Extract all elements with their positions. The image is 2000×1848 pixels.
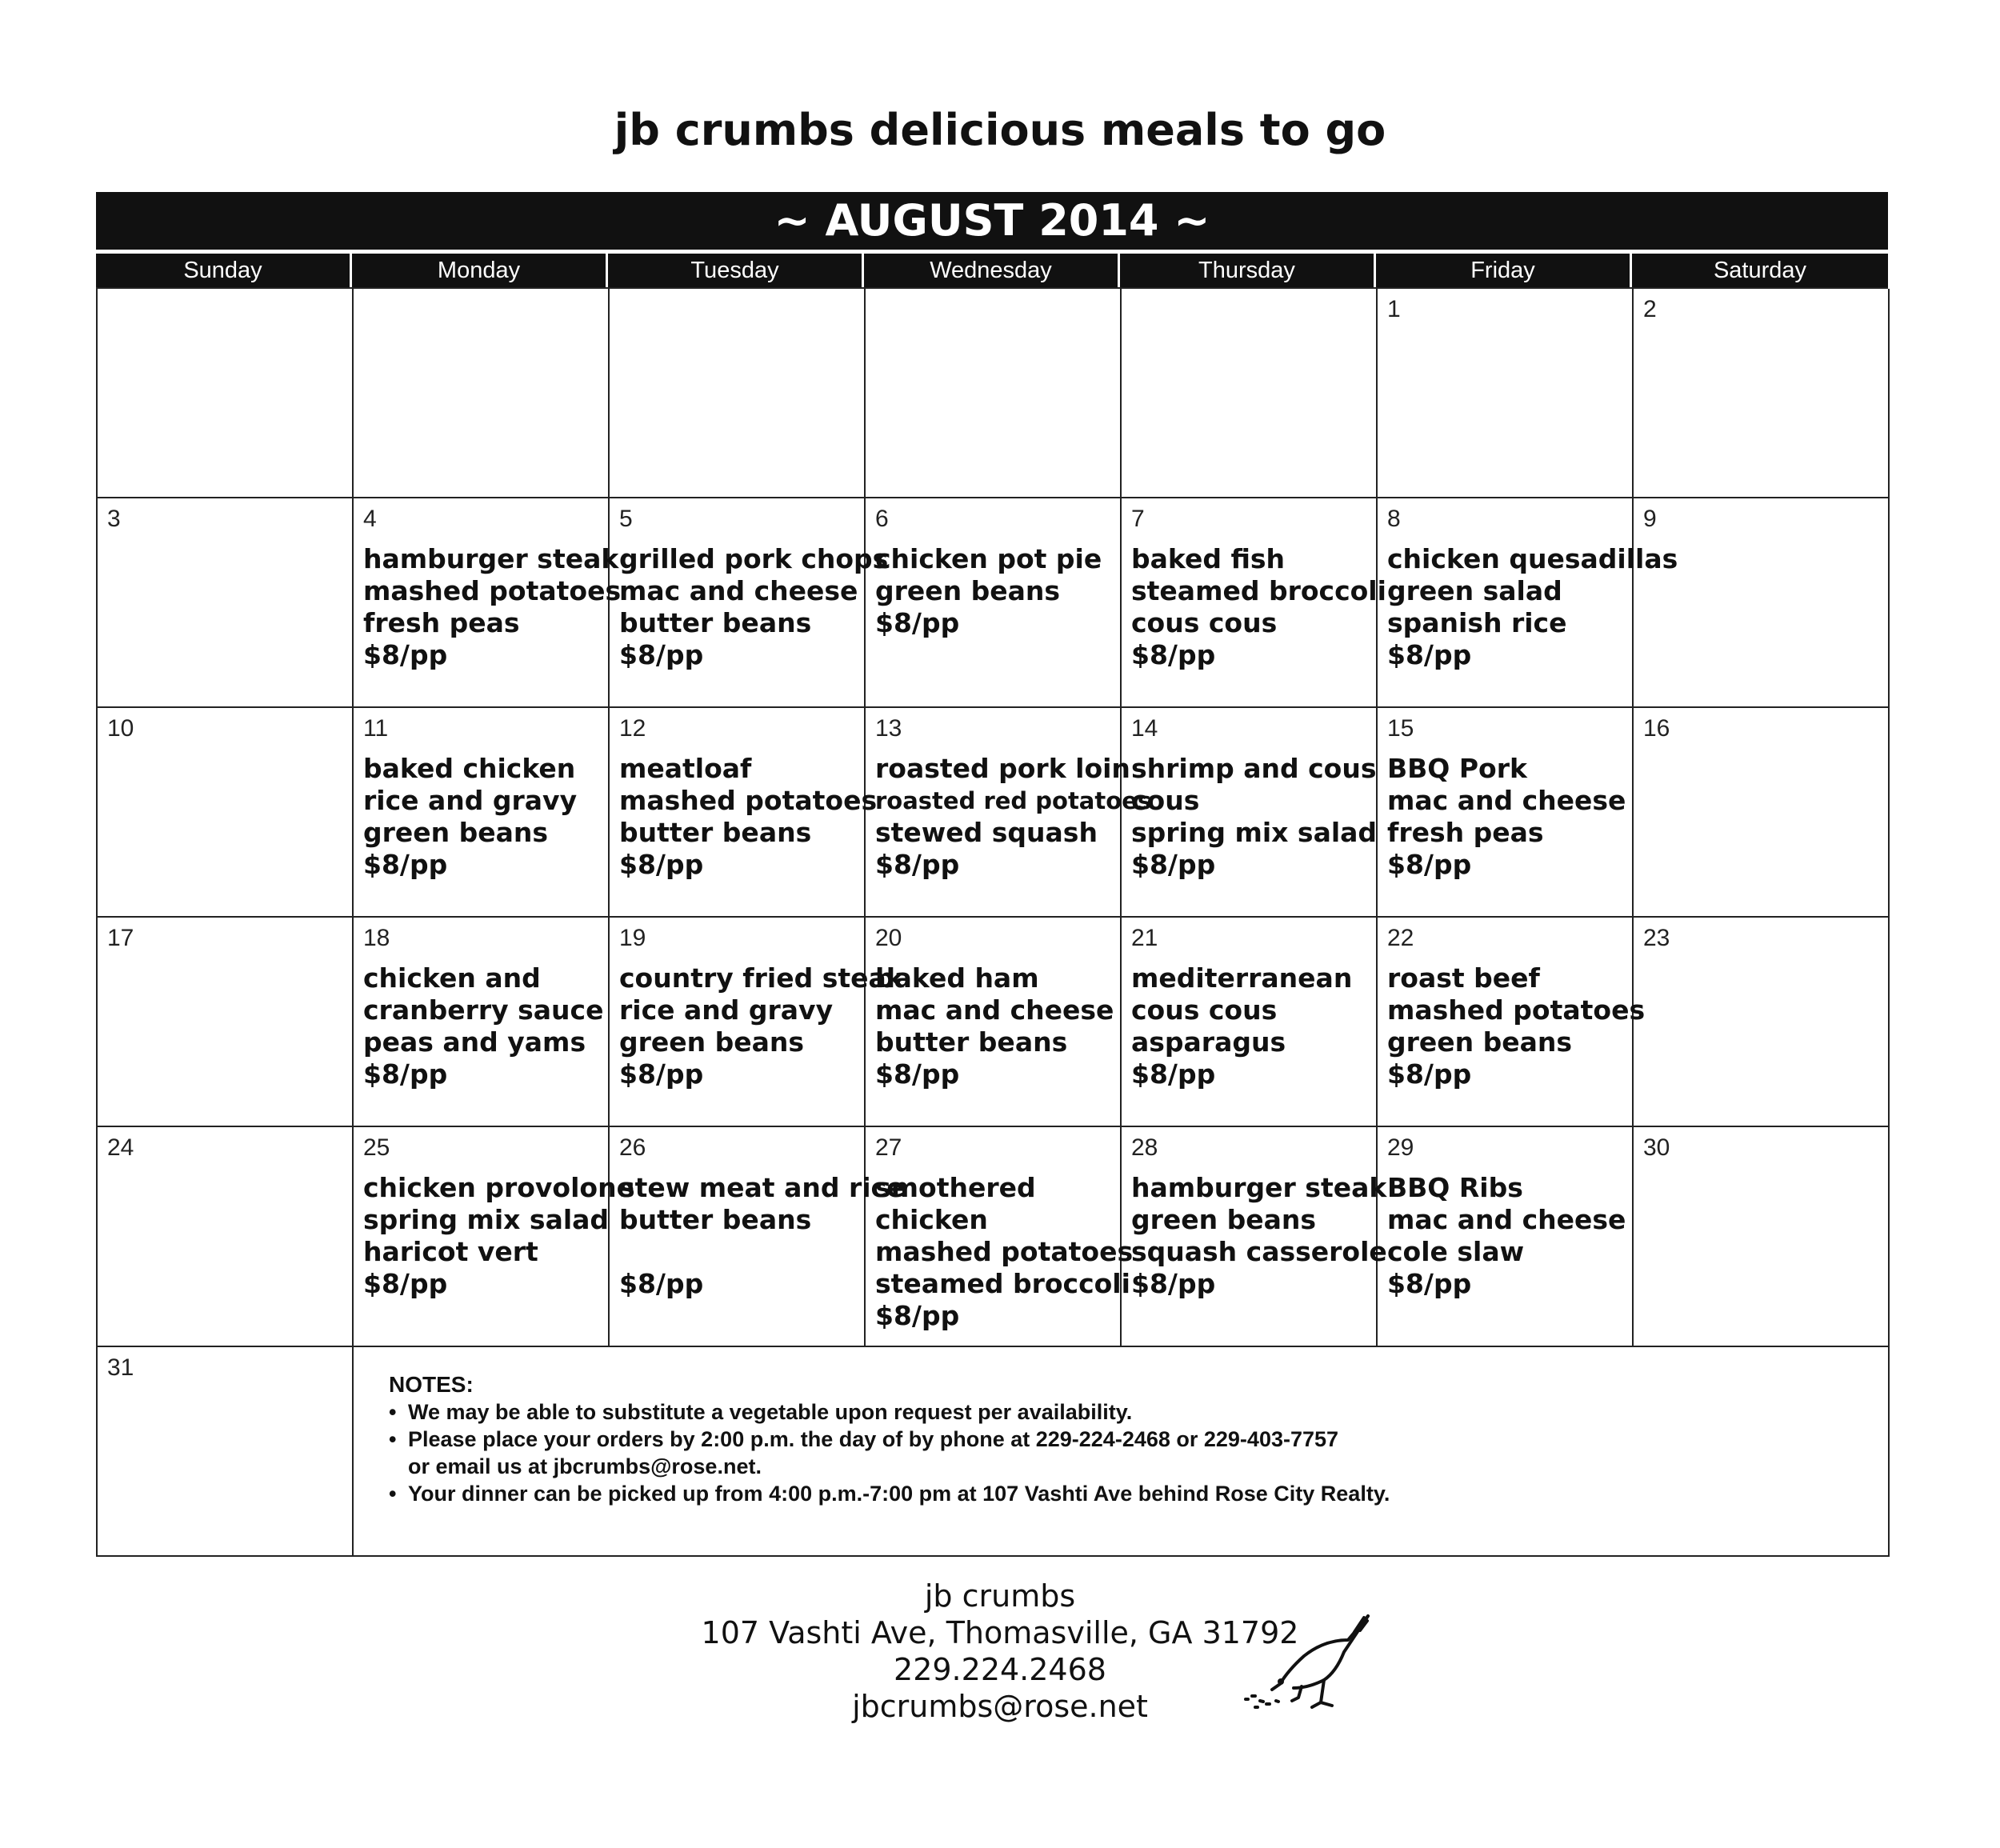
meal-price: $8/pp (1387, 1058, 1472, 1090)
day-cell-17 (98, 918, 354, 1127)
day-number: 24 (107, 1134, 134, 1161)
notes-title: NOTES: (389, 1372, 474, 1397)
day-cell-2 (1634, 289, 1890, 498)
weekday-saturday: Saturday (1713, 258, 1807, 283)
meal-price: $8/pp (619, 639, 704, 670)
day-cell-21 (1122, 918, 1378, 1127)
meal-item: chicken and (363, 962, 541, 994)
meal-item: peas and yams (363, 1026, 586, 1058)
day-number: 16 (1643, 715, 1670, 742)
day-cell-3 (98, 498, 354, 708)
meal-menu (1131, 962, 1366, 1090)
footer-address: 107 Vashti Ave, Thomasville, GA 31792 (701, 1615, 1299, 1650)
day-cell-14 (1122, 708, 1378, 918)
meal-item: mashed potatoes (363, 575, 622, 606)
day-number: 2 (1643, 296, 1657, 322)
meal-item: grilled pork chops (619, 543, 889, 574)
day-number: 22 (1387, 925, 1414, 951)
weekday-monday: Monday (352, 254, 608, 287)
meal-item: hamburger steak (363, 543, 619, 574)
meal-menu (619, 753, 878, 881)
day-number: 4 (363, 506, 377, 532)
meal-item: chicken quesadillas (1387, 543, 1678, 574)
meal-item: steamed broccoli (1131, 575, 1386, 606)
day-cell-5 (610, 498, 889, 708)
meal-item: meatloaf (619, 753, 752, 784)
meal-item: spring mix salad (363, 1204, 610, 1235)
meal-item: BBQ Ribs (1387, 1172, 1523, 1203)
meal-menu (1131, 753, 1378, 881)
meal-item: cous cous (1131, 607, 1278, 638)
meal-item (619, 1236, 854, 1268)
day-number: 31 (107, 1354, 134, 1381)
meal-menu (363, 962, 604, 1090)
day-number: 26 (619, 1134, 646, 1161)
meal-item: green salad (1387, 575, 1562, 606)
meal-price: $8/pp (363, 849, 448, 880)
meal-item: cranberry sauce (363, 994, 604, 1026)
day-number: 15 (1387, 715, 1414, 742)
meal-menu (619, 962, 904, 1090)
empty-cell-monday (354, 289, 610, 498)
meal-item: spring mix salad (1131, 817, 1378, 848)
meal-item: baked ham (875, 962, 1039, 994)
day-number: 14 (1131, 715, 1158, 742)
day-number: 23 (1643, 925, 1670, 951)
meal-item: stew meat and rice (619, 1172, 905, 1203)
meal-item: mashed potatoes (1387, 994, 1646, 1026)
meal-item: mashed potatoes (875, 1236, 1134, 1267)
day-cell-4 (354, 498, 622, 708)
day-number: 29 (1387, 1134, 1414, 1161)
day-number: 19 (619, 925, 646, 951)
meal-item: butter beans (875, 1026, 1068, 1058)
empty-cell-tuesday (610, 289, 866, 498)
day-number: 7 (1131, 506, 1145, 532)
meal-item: smothered (875, 1172, 1036, 1203)
day-number: 30 (1643, 1134, 1670, 1161)
day-number: 9 (1643, 506, 1657, 532)
meal-price: $8/pp (1387, 849, 1472, 880)
meal-price: $8/pp (1131, 639, 1216, 670)
meal-item: chicken provolone (363, 1172, 634, 1203)
day-number: 3 (107, 506, 121, 532)
meal-price: $8/pp (363, 1058, 448, 1090)
meal-menu (1387, 1172, 1626, 1300)
empty-cell-sunday (98, 289, 354, 498)
meal-item: chicken pot pie (875, 543, 1102, 574)
day-number: 20 (875, 925, 902, 951)
meal-item: chicken (875, 1204, 988, 1235)
meal-item: cous (1131, 785, 1200, 816)
day-cell-1 (1378, 289, 1634, 498)
meal-item: asparagus (1131, 1026, 1286, 1058)
meal-item: rice and gravy (619, 994, 834, 1026)
meal-price: $8/pp (1131, 849, 1216, 880)
meal-item: mac and cheese (1387, 1204, 1626, 1235)
meal-price: $8/pp (363, 1268, 448, 1299)
meal-price: $8/pp (619, 1268, 704, 1299)
day-cell-8 (1378, 498, 1678, 708)
day-number: 13 (875, 715, 902, 742)
notes-list (389, 1398, 1888, 1507)
meal-item: mashed potatoes (619, 785, 878, 816)
meal-item: spanish rice (1387, 607, 1567, 638)
meal-item: green beans (1387, 1026, 1573, 1058)
meal-item: rice and gravy (363, 785, 578, 816)
weekday-wednesday: Wednesday (864, 254, 1120, 287)
meal-item: shrimp and cous (1131, 753, 1377, 784)
weekday-thursday: Thursday (1120, 254, 1376, 287)
meal-price: $8/pp (1387, 1268, 1472, 1299)
meal-menu (875, 1172, 1134, 1332)
meal-item: squash casserole (1131, 1236, 1387, 1267)
meal-price: $8/pp (875, 849, 960, 880)
meal-price: $8/pp (875, 607, 960, 638)
meal-price: $8/pp (875, 1058, 960, 1090)
meal-price: $8/pp (363, 639, 448, 670)
meal-item: roasted red potatoes (875, 787, 1152, 814)
meal-item: mac and cheese (1387, 785, 1626, 816)
meal-menu (875, 543, 1110, 639)
note-item: • Please place your orders by 2:00 p.m. the day of by phone at 229-224-2468 or 229-403-7757 or email us at jbcrumbs@rose.net. (389, 1426, 1888, 1480)
day-number: 28 (1131, 1134, 1158, 1161)
day-cell-6 (866, 498, 1122, 708)
meal-item: green beans (875, 575, 1061, 606)
day-cell-24 (98, 1127, 354, 1347)
meal-item: green beans (619, 1026, 805, 1058)
meal-item: steamed broccoli (875, 1268, 1130, 1299)
day-number: 27 (875, 1134, 902, 1161)
meal-menu (363, 543, 622, 671)
day-cell-16 (1634, 708, 1890, 918)
meal-item: mac and cheese (875, 994, 1114, 1026)
meal-price: $8/pp (619, 849, 704, 880)
day-cell-27 (866, 1127, 1134, 1347)
weekday-tuesday: Tuesday (608, 254, 864, 287)
calendar-grid (96, 287, 1888, 1557)
meal-menu (363, 753, 598, 881)
notes-box (354, 1347, 1890, 1557)
footer-phone: 229.224.2468 (894, 1652, 1106, 1687)
day-cell-20 (866, 918, 1122, 1127)
footer-email: jbcrumbs@rose.net (852, 1689, 1148, 1724)
day-cell-30 (1634, 1127, 1890, 1347)
day-number: 11 (363, 715, 389, 742)
day-cell-10 (98, 708, 354, 918)
meal-item: hamburger steak (1131, 1172, 1387, 1203)
day-cell-9 (1634, 498, 1890, 708)
meal-item: haricot vert (363, 1236, 538, 1267)
meal-item: cole slaw (1387, 1236, 1525, 1267)
day-number: 25 (363, 1134, 390, 1161)
meal-item: roast beef (1387, 962, 1540, 994)
footer-business-name: jb crumbs (924, 1578, 1076, 1614)
meal-price: $8/pp (619, 1058, 704, 1090)
note-item: • Your dinner can be picked up from 4:00 p.m.-7:00 pm at 107 Vashti Ave behind Rose City Realty. (389, 1480, 1888, 1507)
weekday-header-row (96, 254, 1888, 287)
day-cell-15 (1378, 708, 1634, 918)
day-number: 8 (1387, 506, 1401, 532)
day-cell-31 (98, 1347, 354, 1557)
meal-item: baked chicken (363, 753, 576, 784)
meal-price: $8/pp (1131, 1268, 1216, 1299)
meal-item: butter beans (619, 1204, 812, 1235)
footer-contact (0, 1578, 2000, 1725)
day-number: 5 (619, 506, 633, 532)
meal-price: $8/pp (1387, 639, 1472, 670)
day-number: 6 (875, 506, 889, 532)
bird-pecking-crumbs-icon (1204, 1608, 1388, 1728)
meal-item: country fried steak (619, 962, 904, 994)
empty-cell-wednesday (866, 289, 1122, 498)
meal-menu (1387, 962, 1646, 1090)
meal-item: mac and cheese (619, 575, 858, 606)
day-cell-23 (1634, 918, 1890, 1127)
day-cell-29 (1378, 1127, 1634, 1347)
meal-menu (1131, 543, 1386, 671)
day-cell-7 (1122, 498, 1386, 708)
day-number: 17 (107, 925, 134, 951)
day-number: 21 (1131, 925, 1158, 951)
weekday-friday: Friday (1376, 254, 1632, 287)
meal-item: mediterranean (1131, 962, 1353, 994)
day-number: 1 (1387, 296, 1401, 322)
day-cell-11 (354, 708, 610, 918)
meal-menu (1387, 543, 1678, 671)
meal-menu (1387, 753, 1626, 881)
month-header: ~ AUGUST 2014 ~ (96, 192, 1888, 250)
day-cell-12 (610, 708, 878, 918)
meal-item: cous cous (1131, 994, 1278, 1026)
meal-price: $8/pp (1131, 1058, 1216, 1090)
meal-price: $8/pp (875, 1300, 960, 1331)
day-number: 18 (363, 925, 390, 951)
note-item: • We may be able to substitute a vegetable upon request per availability. (389, 1398, 1888, 1426)
meal-item: baked fish (1131, 543, 1286, 574)
day-cell-22 (1378, 918, 1646, 1127)
meal-item: green beans (363, 817, 549, 848)
meal-item: butter beans (619, 607, 812, 638)
meal-menu (875, 962, 1114, 1090)
page-title: jb crumbs delicious meals to go (614, 105, 1386, 155)
day-number: 10 (107, 715, 134, 742)
meal-menu (875, 753, 1152, 881)
calendar (96, 192, 1888, 1557)
day-number: 12 (619, 715, 646, 742)
day-cell-18 (354, 918, 610, 1127)
meal-item: green beans (1131, 1204, 1317, 1235)
meal-item: roasted pork loin (875, 753, 1130, 784)
meal-item: BBQ Pork (1387, 753, 1527, 784)
weekday-sunday: Sunday (96, 254, 352, 287)
meal-item: fresh peas (1387, 817, 1544, 848)
meal-item: butter beans (619, 817, 812, 848)
meal-item: stewed squash (875, 817, 1098, 848)
meal-menu (619, 543, 889, 671)
empty-cell-thursday (1122, 289, 1378, 498)
meal-menu (1131, 1172, 1387, 1300)
day-cell-28 (1122, 1127, 1387, 1347)
meal-menu (619, 1172, 905, 1300)
meal-menu (363, 1172, 634, 1300)
meal-item: fresh peas (363, 607, 520, 638)
